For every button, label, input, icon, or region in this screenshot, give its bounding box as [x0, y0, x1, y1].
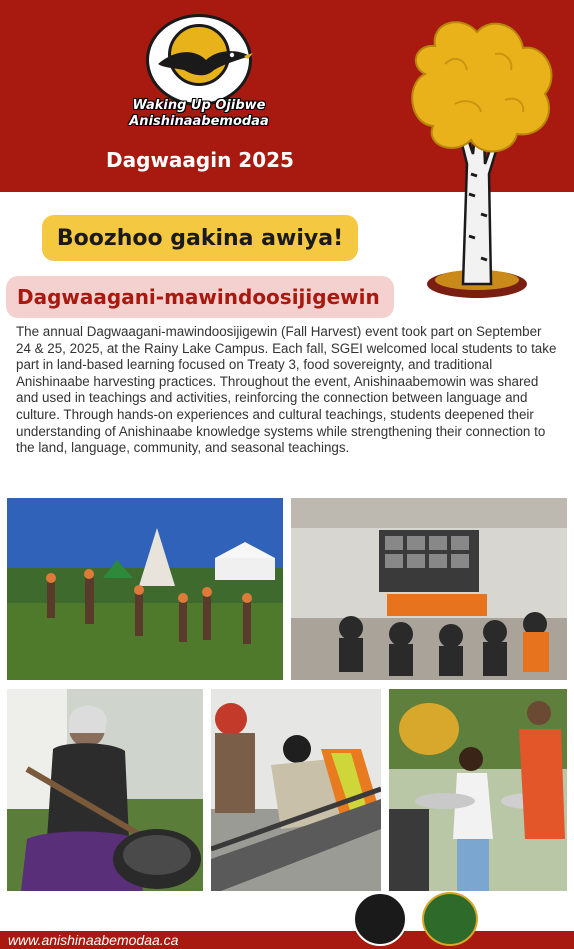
- photo-student-winnowing: [389, 689, 567, 891]
- seven-generations-logo-icon: [422, 892, 478, 946]
- photo-rice-processing: [211, 689, 381, 891]
- website-link[interactable]: www.anishinaabemodaa.ca: [8, 932, 179, 948]
- photo-outdoor-circle-dance: [7, 498, 283, 680]
- rainy-river-district-logo-icon: [353, 892, 407, 946]
- photo-elder-parching-rice: [7, 689, 203, 891]
- section-heading: Dagwaagani-mawindoosijigewin: [6, 276, 394, 318]
- waking-up-ojibwe-logo: [124, 14, 274, 132]
- event-description: The annual Dagwaagani-mawindoosijigewin (Fall Harvest) event took part on September 24 & 25, 2025, at the Rainy Lake Campus. Each fall, SGEI welcomed local students to take part in land-based learning focused on Treaty 3, food sovereignty, and traditional Anishinaabe harvesting practices. Throughout the event, Anishinaabemowin was shared and used in teachings and activities, reinforcing the connection between language and culture. Through hands-on experiences and cultural teachings, students deepened their understanding of Anishinaabe knowledge systems while strengthening their connection to the land, language, community, and seasonal teachings.: [16, 324, 557, 456]
- photo-classroom-teaching: [291, 498, 567, 680]
- greeting-banner: Boozhoo gakina awiya!: [42, 215, 358, 261]
- logo-line-1: Waking Up Ojibwe: [132, 98, 266, 113]
- birch-tree-icon: [395, 14, 565, 304]
- thunderbird-icon: [154, 42, 254, 82]
- logo-line-2: Anishinaabemodaa: [129, 114, 269, 129]
- season-title: Dagwaagin 2025: [106, 148, 294, 172]
